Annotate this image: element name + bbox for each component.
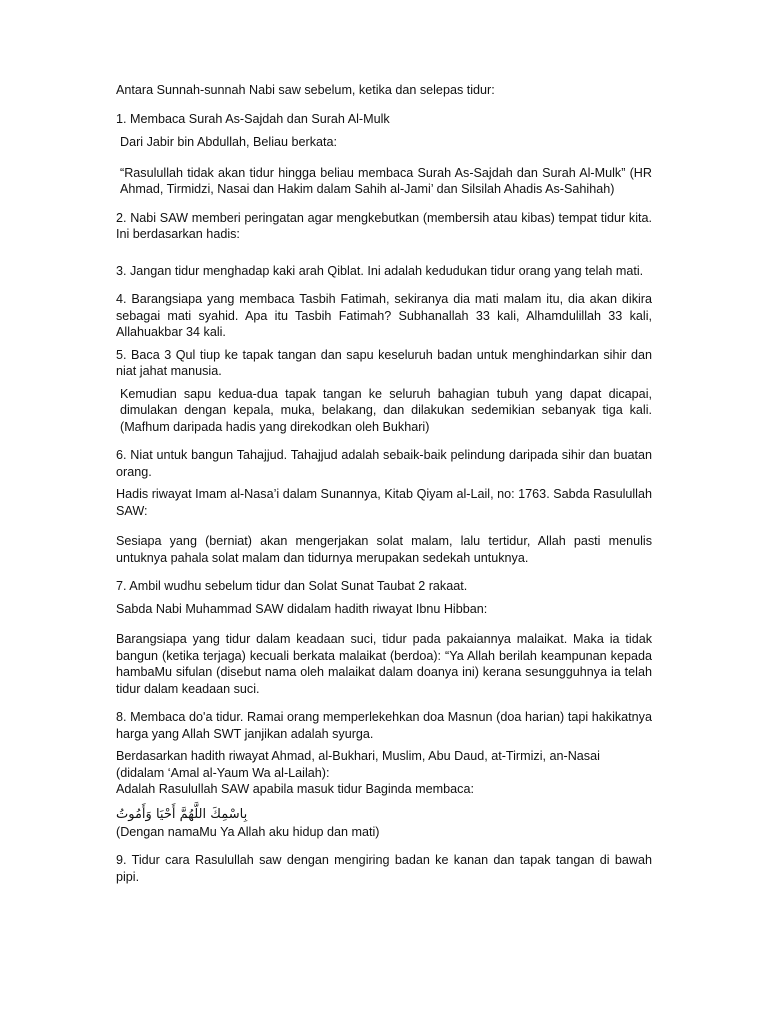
point-5: 5. Baca 3 Qul tiup ke tapak tangan dan sapu keseluruh badan untuk menghindarkan sihir dan niat jahat manusia. bbox=[116, 347, 652, 378]
point-4: 4. Barangsiapa yang membaca Tasbih Fatimah, sekiranya dia mati malam itu, dia akan dikira sebagai mati syahid. Apa itu Tasbih Fatimah? Subhanallah 33 kali, Alhamdulillah 33 kali, Allahuakbar 34 kali. bbox=[116, 292, 652, 339]
point-1-quote: “Rasulullah tidak akan tidur hingga beliau membaca Surah As-Sajdah dan Surah Al-Mulk” (HR Ahmad, Tirmidzi, Nasai dan Hakim dalam Sahih al-Jami’ dan Silsilah Ahadis As-Sahihah) bbox=[120, 165, 652, 196]
point-8-source-line-1: Berdasarkan hadith riwayat Ahmad, al-Bukhari, Muslim, Abu Daud, at-Tirmizi, an-Nasai bbox=[116, 749, 600, 763]
point-6-hadith-text: Sesiapa yang (berniat) akan mengerjakan solat malam, lalu tertidur, Allah pasti menulis untuknya pahala solat malam dan tidurnya merupakan sedekah untuknya. bbox=[116, 534, 652, 565]
point-3: 3. Jangan tidur menghadap kaki arah Qiblat. Ini adalah kedudukan tidur orang yang telah mati. bbox=[116, 263, 644, 278]
document-body bbox=[116, 82, 652, 885]
point-8-source-line-3: Adalah Rasulullah SAW apabila masuk tidur Baginda membaca: bbox=[116, 782, 474, 796]
point-1-heading: 1. Membaca Surah As-Sajdah dan Surah Al-Mulk bbox=[116, 111, 390, 126]
point-1-narrator: Dari Jabir bin Abdullah, Beliau berkata: bbox=[120, 135, 338, 149]
point-7-source: Sabda Nabi Muhammad SAW didalam hadith riwayat Ibnu Hibban: bbox=[116, 601, 488, 616]
point-7: 7. Ambil wudhu sebelum tidur dan Solat Sunat Taubat 2 rakaat. bbox=[116, 579, 468, 593]
point-6: 6. Niat untuk bangun Tahajjud. Tahajjud adalah sebaik-baik pelindung daripada sihir dan buatan orang. bbox=[116, 448, 652, 479]
point-5-continuation: Kemudian sapu kedua-dua tapak tangan ke seluruh bahagian tubuh yang dapat dicapai, dimulakan dengan kepala, muka, belakang, dan dilakukan sedemikian sebanyak tiga kali. (Mafhum daripada hadis yang direkodkan oleh Bukhari) bbox=[120, 386, 652, 434]
point-7-hadith-text: Barangsiapa yang tidur dalam keadaan suci, tidur pada pakaiannya malaikat. Maka ia tidak bangun (ketika terjaga) kecuali berkata malaikat (berdoa): “Ya Allah berilah keampunan kepada hambaMu sifulan (disebut nama oleh malaikat dalam doanya ini) kerana sesungguhnya ia telah tidur dalam keadaan suci. bbox=[116, 632, 652, 696]
point-9: 9. Tidur cara Rasulullah saw dengan mengiring badan ke kanan dan tapak tangan di bawah pipi. bbox=[116, 853, 652, 884]
point-8: 8. Membaca do'a tidur. Ramai orang memperlekehkan doa Masnun (doa harian) tapi hakikatnya harga yang Allah SWT janjikan adalah syurga. bbox=[116, 710, 652, 741]
point-8-arabic-prayer: بِاسْمِكَ اللَّهُمَّ أَحْيَا وَأَمُوتُ bbox=[116, 806, 248, 822]
point-8-translation: (Dengan namaMu Ya Allah aku hidup dan mati) bbox=[116, 824, 380, 839]
intro-line: Antara Sunnah-sunnah Nabi saw sebelum, ketika dan selepas tidur: bbox=[116, 83, 495, 97]
point-6-source: Hadis riwayat Imam al-Nasa’i dalam Sunannya, Kitab Qiyam al-Lail, no: 1763. Sabda Rasulullah SAW: bbox=[116, 487, 652, 518]
point-8-source-line-2: (didalam ‘Amal al-Yaum Wa al-Lailah): bbox=[116, 765, 330, 780]
point-2: 2. Nabi SAW memberi peringatan agar mengkebutkan (membersih atau kibas) tempat tidur kita. Ini berdasarkan hadis: bbox=[116, 210, 652, 241]
